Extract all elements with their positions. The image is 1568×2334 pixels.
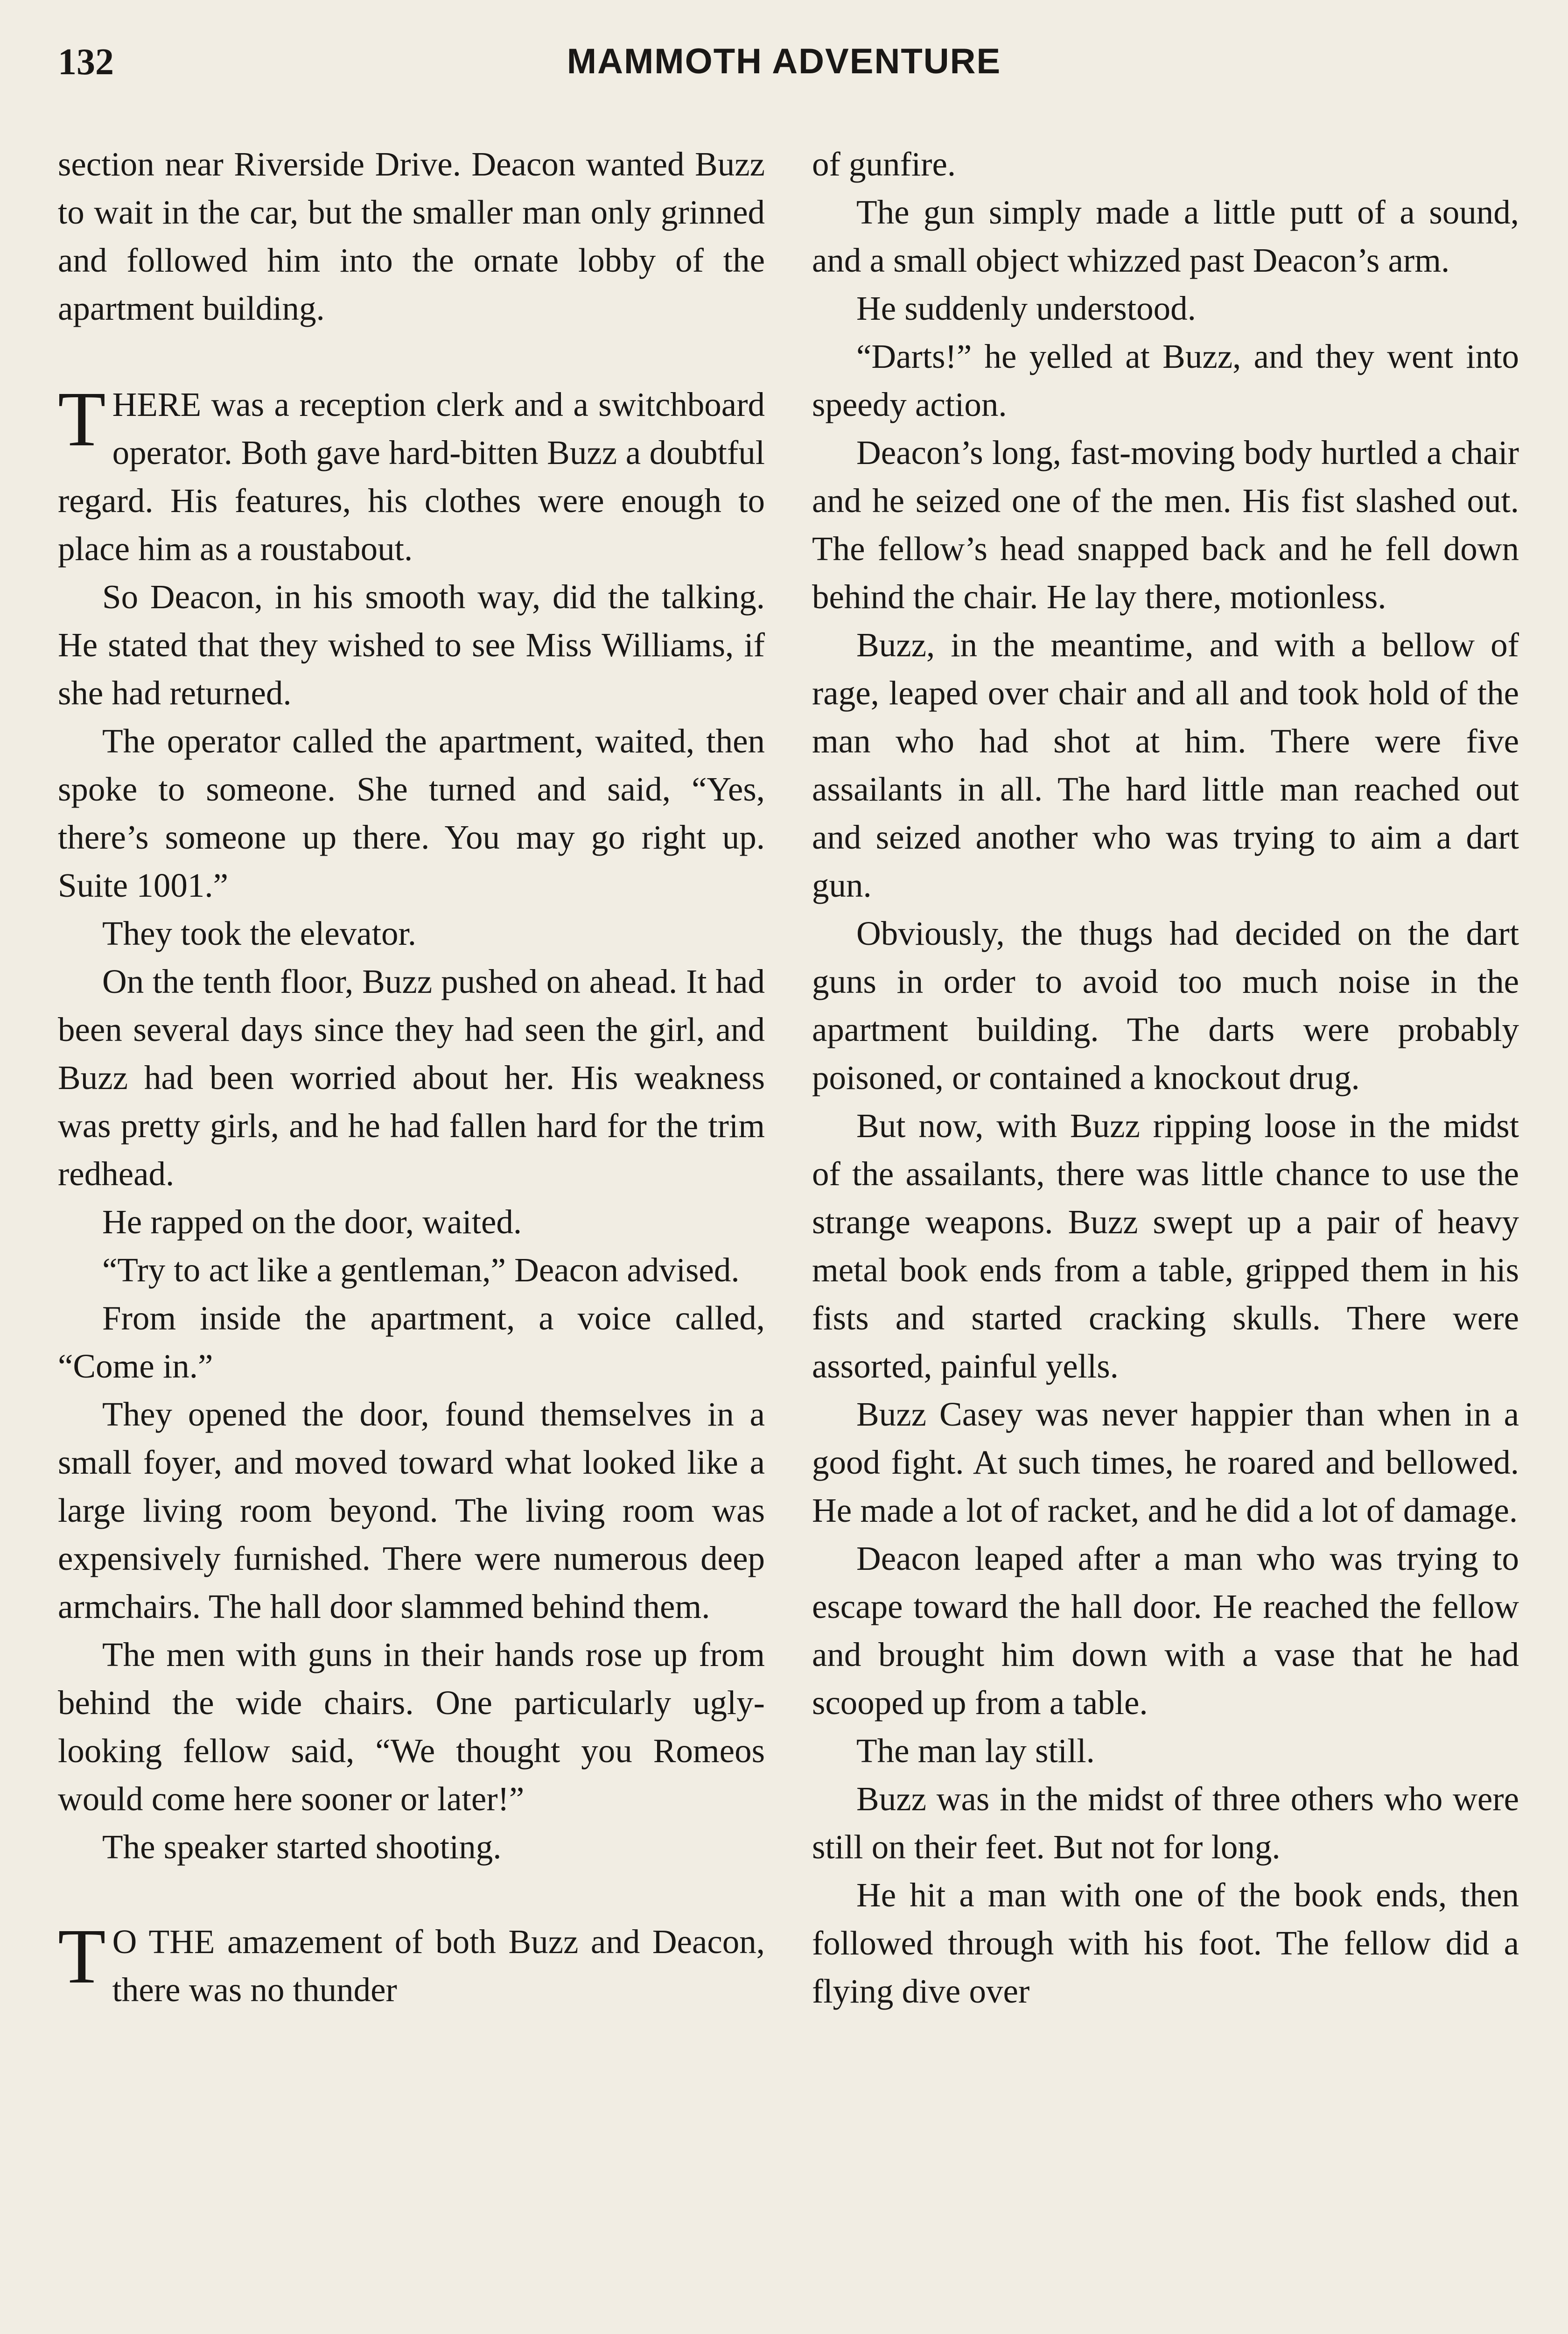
paragraph: Buzz Casey was never happier than when in a good fight. At such times, he roared and bellowed. He made a lot of racket, and he did a lot of damage. [812, 1395, 1519, 1529]
right-column [812, 140, 1519, 2015]
paragraph: Deacon leaped after a man who was trying to escape toward the hall door. He reached the fellow and brought him down with a vase that he had scooped up from a table. [812, 1540, 1519, 1722]
section-opening-paragraph: T O THE amazement of both Buzz and Deacon, there was no thunder [58, 1913, 765, 2009]
paragraph: The gun simply made a little putt of a sound, and a small object whizzed past Deacon’s arm. [812, 193, 1519, 279]
paragraph: From inside the apartment, a voice called, “Come in.” [58, 1299, 765, 1385]
paragraph: “Darts!” he yelled at Buzz, and they went into speedy action. [812, 337, 1519, 423]
paragraph: “Try to act like a gentleman,” Deacon advised. [102, 1251, 740, 1289]
paragraph: Deacon’s long, fast-moving body hurtled a chair and he seized one of the men. His fist slashed out. The fellow’s head snapped back and he fell down behind the chair. He lay there, motionless. [812, 434, 1519, 616]
paragraph: The speaker started shooting. [102, 1828, 502, 1866]
paragraph: Obviously, the thugs had decided on the dart guns in order to avoid too much noise in the apartment building. The darts were probably poisoned, or contained a knockout drug. [812, 914, 1519, 1097]
page-number: 132 [58, 42, 114, 83]
paragraph: Buzz was in the midst of three others who were still on their feet. But not for long. [812, 1780, 1519, 1866]
paragraph: So Deacon, in his smooth way, did the talking. He stated that they wished to see Miss Williams, if she had returned. [58, 578, 765, 712]
paragraph: The operator called the apartment, waited, then spoke to someone. She turned and said, “Yes, there’s someone up there. You may go right up. Suite 1001.” [58, 722, 765, 904]
drop-cap: T [58, 376, 106, 463]
paragraph: of gunfire. [812, 145, 956, 183]
paragraph: But now, with Buzz ripping loose in the midst of the assailants, there was little chance to use the strange weapons. Buzz swept up a pair of heavy metal book ends from a table, gripped them in his fists and started cracking skulls. There were assorted, painful yells. [812, 1107, 1519, 1385]
section-opening-paragraph: THERE was a reception clerk and a switchboard operator. Both gave hard-bitten Buzz a doubtful regard. His features, his clothes were enough to place him as a roustabout. [58, 376, 765, 568]
paragraph: The man lay still. [856, 1732, 1095, 1770]
paragraph: On the tenth floor, Buzz pushed on ahead. It had been several days since they had seen the girl, and Buzz had been worried about her. His weakness was pretty girls, and he had fallen hard for the trim redhead. [58, 963, 765, 1193]
drop-cap: T [58, 1913, 106, 2000]
paragraph: Buzz, in the meantime, and with a bellow of rage, leaped over chair and all and took hold of the man who had shot at him. There were five assailants in all. The hard little man reached out and seized another who was trying to aim a dart gun. [812, 626, 1519, 904]
left-column [58, 140, 765, 2014]
running-head: MAMMOTH ADVENTURE [567, 42, 1001, 81]
paragraph: He rapped on the door, waited. [102, 1203, 522, 1241]
paragraph: He hit a man with one of the book ends, then followed through with his foot. The fellow did a flying dive over [812, 1876, 1519, 2010]
paragraph: section near Riverside Drive. Deacon wanted Buzz to wait in the car, but the smaller man only grinned and followed him into the ornate lobby of the apartment building. [58, 145, 765, 327]
paragraph: The men with guns in their hands rose up from behind the wide chairs. One particularly ugly-looking fellow said, “We thought you Romeos would come here sooner or later!” [58, 1636, 765, 1818]
paragraph: He suddenly understood. [856, 289, 1196, 327]
paragraph: They took the elevator. [102, 914, 417, 952]
page-header [58, 41, 1510, 92]
paragraph: They opened the door, found themselves in a small foyer, and moved toward what looked like a large living room beyond. The living room was expensively furnished. There were numerous deep armchairs. The hall door slammed behind them. [58, 1395, 765, 1625]
